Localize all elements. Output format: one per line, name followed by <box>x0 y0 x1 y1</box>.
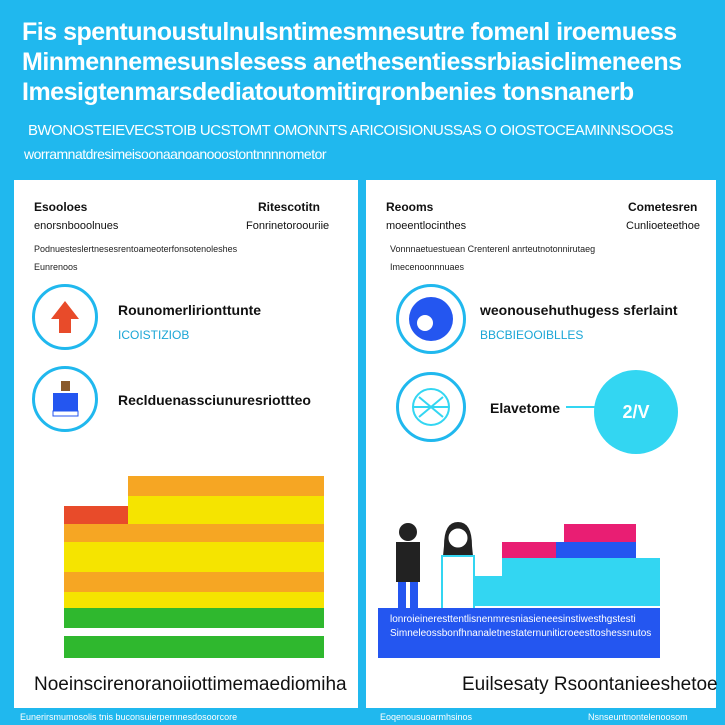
subtitle-line-2: worramnatdresimeisoonaanoanooostontnnnnometor <box>24 146 327 162</box>
left-col2-heading: Ritescotitn <box>258 200 321 214</box>
right-item1-title: weonousehuthugess sferlaint <box>480 302 678 318</box>
bar-cyan-2 <box>474 576 660 606</box>
left-panel <box>14 180 358 708</box>
bar-green-2 <box>64 636 324 658</box>
bar-red <box>64 506 128 524</box>
right-item2-title: Elavetome <box>490 400 561 416</box>
bar-orange-2 <box>64 524 324 542</box>
bar-yellow-3 <box>64 592 324 608</box>
bar-yellow-2 <box>64 542 324 572</box>
blue-box-line-1: lonroieineresttentlisnenmresniasieneesinstiwesthgstesti <box>390 614 636 625</box>
person-icon <box>32 366 98 432</box>
title-line-2: Minmennemesunslesess anethesentiessrbiasiclimeneens <box>22 48 682 76</box>
title-line-1: Fis spentunoustulnulsntimesmnesutre fomenl iroemuess <box>22 18 677 46</box>
arrow-up-icon <box>32 284 98 350</box>
left-col2-subheading: Fonrinetoroouriie <box>246 220 330 232</box>
blue-info-box <box>378 608 660 658</box>
bottom-text-left: Eunerirsmumosolis tnis buconsuierpernnesdosoorcore <box>20 712 238 722</box>
left-footer: Noeinscirenoranoiiottimemaediomiha <box>34 674 347 695</box>
bar-cyan-1 <box>502 558 660 576</box>
badge-circle <box>594 370 678 454</box>
right-footer: Euilsesaty Rsoontanieeshetoe <box>462 674 718 695</box>
scale-icon <box>396 372 466 442</box>
bottom-text-mid: Eoqenousuoarmhsinos <box>380 712 473 722</box>
right-item1-subtitle: BBCBIEOOIBLLES <box>480 328 584 342</box>
blue-box-line-2: Simneleossbonfhnanaletnestaternuniticroeesttoshessnutos <box>390 628 652 639</box>
bar-magenta <box>564 524 636 542</box>
left-item1-subtitle: ICOISTIZIOB <box>118 328 190 342</box>
left-description: Podnuesteslertnesesrentoameoterfonsotenoleshes <box>34 244 238 254</box>
bottom-text-right: Nsnseuntnontelenoosom <box>588 712 688 722</box>
title-line-3: Imesigtenmarsdediatoutomitirqronbenies tonsnanerb <box>22 78 634 106</box>
right-col1-heading: Reooms <box>386 200 434 214</box>
right-col2-subheading: Cunlioeteethoe <box>626 220 701 232</box>
bar-yellow-1 <box>128 496 324 524</box>
left-col1-heading: Esooloes <box>34 200 88 214</box>
subtitle-line-1: BWONOSTEIEVECSTOIB UCSTOMT OMONNTS ARICOISIONUSSAS O OIOSTOCEAMINNSOOGS <box>28 122 674 139</box>
left-item2-title: Reclduenassciunuresriottteo <box>118 392 311 408</box>
bar-orange-3 <box>64 572 324 592</box>
right-description-2: Imecenoonnnuaes <box>390 262 465 272</box>
bar-green-1 <box>64 608 324 628</box>
left-col1-subheading: enorsnbooolnues <box>34 220 119 232</box>
target-icon <box>396 284 466 354</box>
right-col2-heading: Cometesren <box>628 200 698 214</box>
bar-orange-top <box>128 476 324 496</box>
left-description-2: Eunrenoos <box>34 262 78 272</box>
right-col1-subheading: moeentlocinthes <box>386 220 467 232</box>
right-description: Vonnnaetuestuean Crenterenl anrteutnotonnirutaeg <box>390 244 596 254</box>
header <box>0 0 725 180</box>
bar-magenta-2 <box>502 542 556 558</box>
badge-value: 2/V <box>622 402 650 422</box>
left-item1-title: Rounomerlirionttunte <box>118 302 262 318</box>
